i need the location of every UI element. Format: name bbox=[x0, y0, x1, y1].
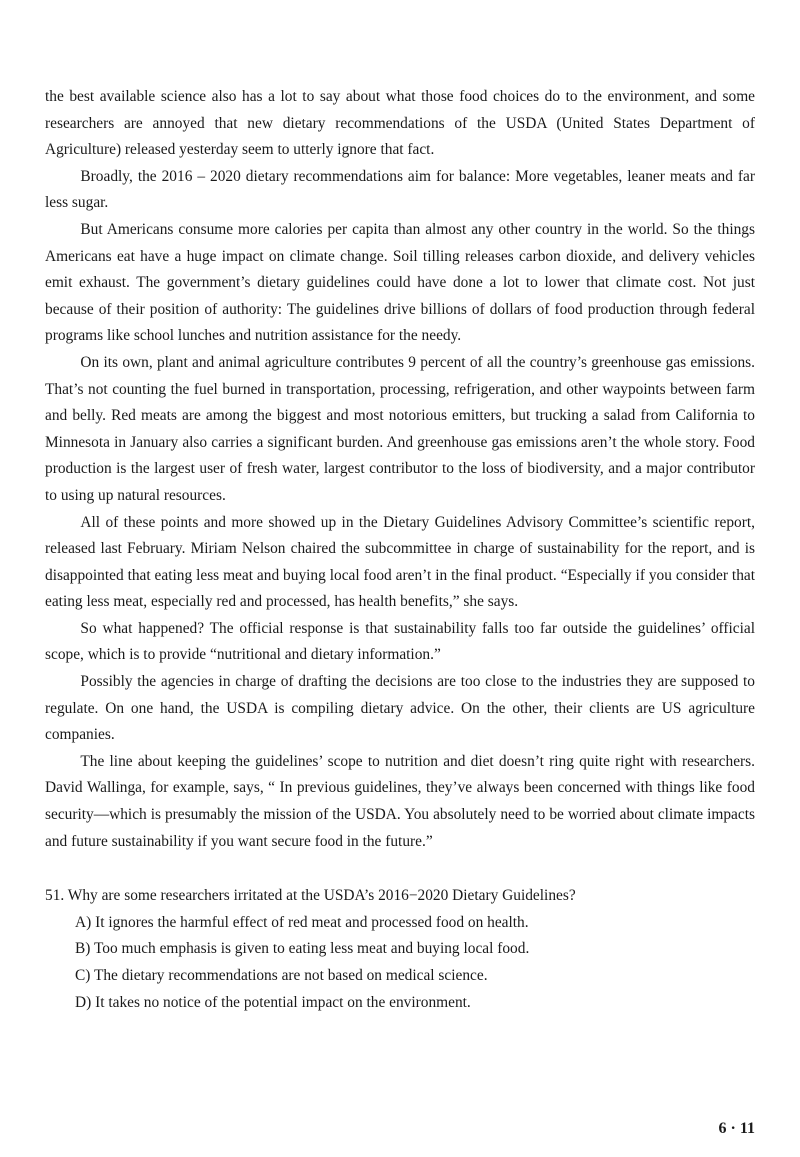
passage-paragraph-3: But Americans consume more calories per capita than almost any other country in the world. So the things Americans eat have a huge impact on climate change. Soil tilling releases carbon dioxide, and delivery vehicles emit exhaust. The government’s dietary guidelines could have done a lot to lower that climate cost. Not just because of their position of authority: The guidelines drive billions of dollars of food production through federal programs like school lunches and nutrition assistance for the needy. bbox=[45, 220, 755, 345]
passage-paragraph-1: the best available science also has a lot to say about what those food choices do to the environment, and some researchers are annoyed that new dietary recommendations of the USDA (United States Department of Agriculture) released yesterday seem to utterly ignore that fact. bbox=[45, 88, 755, 159]
page-number: 6 · 11 bbox=[718, 1120, 755, 1137]
option-c: C) The dietary recommendations are not based on medical science. bbox=[75, 967, 488, 984]
option-a: A) It ignores the harmful effect of red meat and processed food on health. bbox=[75, 913, 529, 931]
passage-paragraph-2: Broadly, the 2016 – 2020 dietary recommendations aim for balance: More vegetables, leaner meats and far less sugar. bbox=[45, 167, 755, 212]
answer-options bbox=[45, 910, 755, 1016]
option-b: B) Too much emphasis is given to eating less meat and buying local food. bbox=[75, 940, 530, 958]
question-stem: 51. Why are some researchers irritated at the USDA’s 2016−2020 Dietary Guidelines? bbox=[45, 887, 576, 905]
passage-page bbox=[45, 84, 755, 1016]
passage-paragraph-7: Possibly the agencies in charge of drafting the decisions are too close to the industries they are supposed to regulate. On one hand, the USDA is compiling dietary advice. On the other, their clients are US agriculture companies. bbox=[45, 673, 755, 744]
passage-paragraph-5: All of these points and more showed up in the Dietary Guidelines Advisory Committee’s scientific report, released last February. Miriam Nelson chaired the subcommittee in charge of sustainability for the report, and is disappointed that eating less meat and buying local food aren’t in the final product. “Especially if you consider that eating less meat, especially red and processed, has health benefits,” she says. bbox=[45, 513, 755, 611]
question-51 bbox=[45, 883, 755, 1016]
passage-paragraph-6: So what happened? The official response is that sustainability falls too far outside the guidelines’ official scope, which is to provide “nutritional and dietary information.” bbox=[45, 619, 755, 664]
option-d: D) It takes no notice of the potential impact on the environment. bbox=[75, 993, 471, 1011]
reading-passage bbox=[45, 84, 755, 855]
passage-paragraph-4: On its own, plant and animal agriculture contributes 9 percent of all the country’s greenhouse gas emissions. That’s not counting the fuel burned in transportation, processing, refrigeration, and other waypoints between farm and belly. Red meats are among the biggest and most notorious emitters, but trucking a salad from California to Minnesota in January also carries a significant burden. And greenhouse gas emissions aren’t the whole story. Food production is the largest user of fresh water, largest contributor to the loss of biodiversity, and a major contributor to using up natural resources. bbox=[45, 353, 755, 504]
passage-paragraph-8: The line about keeping the guidelines’ scope to nutrition and diet doesn’t ring quite right with researchers. David Wallinga, for example, says, “ In previous guidelines, they’ve always been concerned with things like food security—which is presumably the mission of the USDA. You absolutely need to be worried about climate impacts and future sustainability if you want secure food in the future.” bbox=[45, 752, 755, 850]
